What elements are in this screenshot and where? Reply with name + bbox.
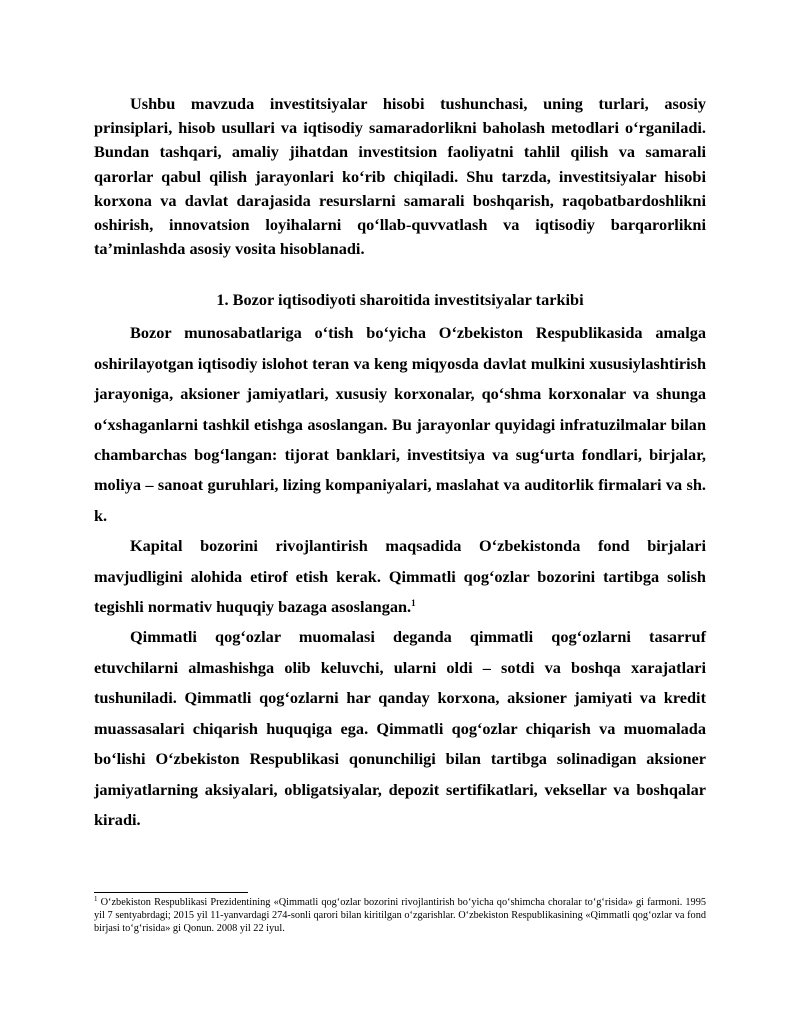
body-paragraph-1: Bozor munosabatlariga o‘tish bo‘yicha O‘zbekiston Respublikasida amalga oshirilayotgan iqtisodiy islohot teran va keng miqyosda davlat mulkini xususiylashtirish jarayoniga, aksioner jamiyatlari, xususiy korxonalar, qo‘shma korxonalar va shunga o‘xshaganlarni tashkil etishga asoslangan. Bu jarayonlar quyidagi infratuzilmalar bilan chambarchas bog‘langan: tijorat banklari, investitsiya va sug‘urta fondlari, birjalar, moliya – sanoat guruhlari, lizing kompaniyalari, maslahat va auditorlik firmalari va sh. k. (94, 323, 706, 525)
intro-paragraph: Ushbu mavzuda investitsiyalar hisobi tushunchasi, uning turlari, asosiy prinsiplari, hisob usullari va iqtisodiy samaradorlikni baholash metodlari o‘rganiladi. Bundan tashqari, amaliy jihatdan investitsion faoliyatni tahlil qilish va samarali qarorlar qabul qilish jarayonlari ko‘rib chiqiladi. Shu tarzda, investitsiyalar hisobi korxona va davlat darajasida resurslarni samarali boshqarish, raqobatbardoshlikni oshirish, innovatsion loyihalarni qo‘llab-quvvatlash va iqtisodiy barqarorlikni ta’minlashda asosiy vosita hisoblanadi. (94, 94, 706, 259)
body-paragraph-2-text: Kapital bozorini rivojlantirish maqsadida O‘zbekistonda fond birjalari mavjudligini alohida etirof etish kerak. Qimmatli qog‘ozlar bozorini tartibga solish tegishli normativ huquqiy bazaga asoslangan. (94, 536, 706, 617)
footnote-text: O‘zbekiston Respublikasi Prezidentining «Qimmatli qog‘ozlar bozorini rivojlantirish bo‘yicha qo‘shimcha choralar to‘g‘risida» gi farmoni. 1995 yil 7 sentyabrdagi; 2015 yil 11-yanvardagi 274-sonli qarori bilan kiritilgan o‘zgarishlar. O‘zbekiston Respublikasining «Qimmatli qog‘ozlar va fond birjasi to‘g‘risida» gi Qonun. 2008 yil 22 iyul. (94, 897, 706, 934)
body-paragraph-2 (94, 531, 706, 622)
footnote-reference: 1 (411, 598, 416, 609)
footnote (94, 896, 706, 935)
section-heading: 1. Bozor iqtisodiyoti sharoitida investitsiyalar tarkibi (216, 290, 584, 310)
document-page (94, 92, 706, 835)
body-paragraph-3: Qimmatli qog‘ozlar muomalasi deganda qimmatli qog‘ozlarni tasarruf etuvchilarni almashishga olib keluvchi, ularni oldi – sotdi va boshqa xarajatlari tushuniladi. Qimmatli qog‘ozlarni har qanday korxona, aksioner jamiyati va kredit muassasalari chiqarish huquqiga ega. Qimmatli qog‘ozlar chiqarish va muomalada bo‘lishi O‘zbekiston Respublikasi qonunchiligi bilan tartibga solinadigan aksioner jamiyatlarning aksiyalari, obligatsiyalar, depozit sertifikatlari, veksellar va boshqalar kiradi. (94, 627, 706, 829)
footnote-marker: 1 (94, 895, 98, 903)
footnote-separator (94, 892, 248, 893)
